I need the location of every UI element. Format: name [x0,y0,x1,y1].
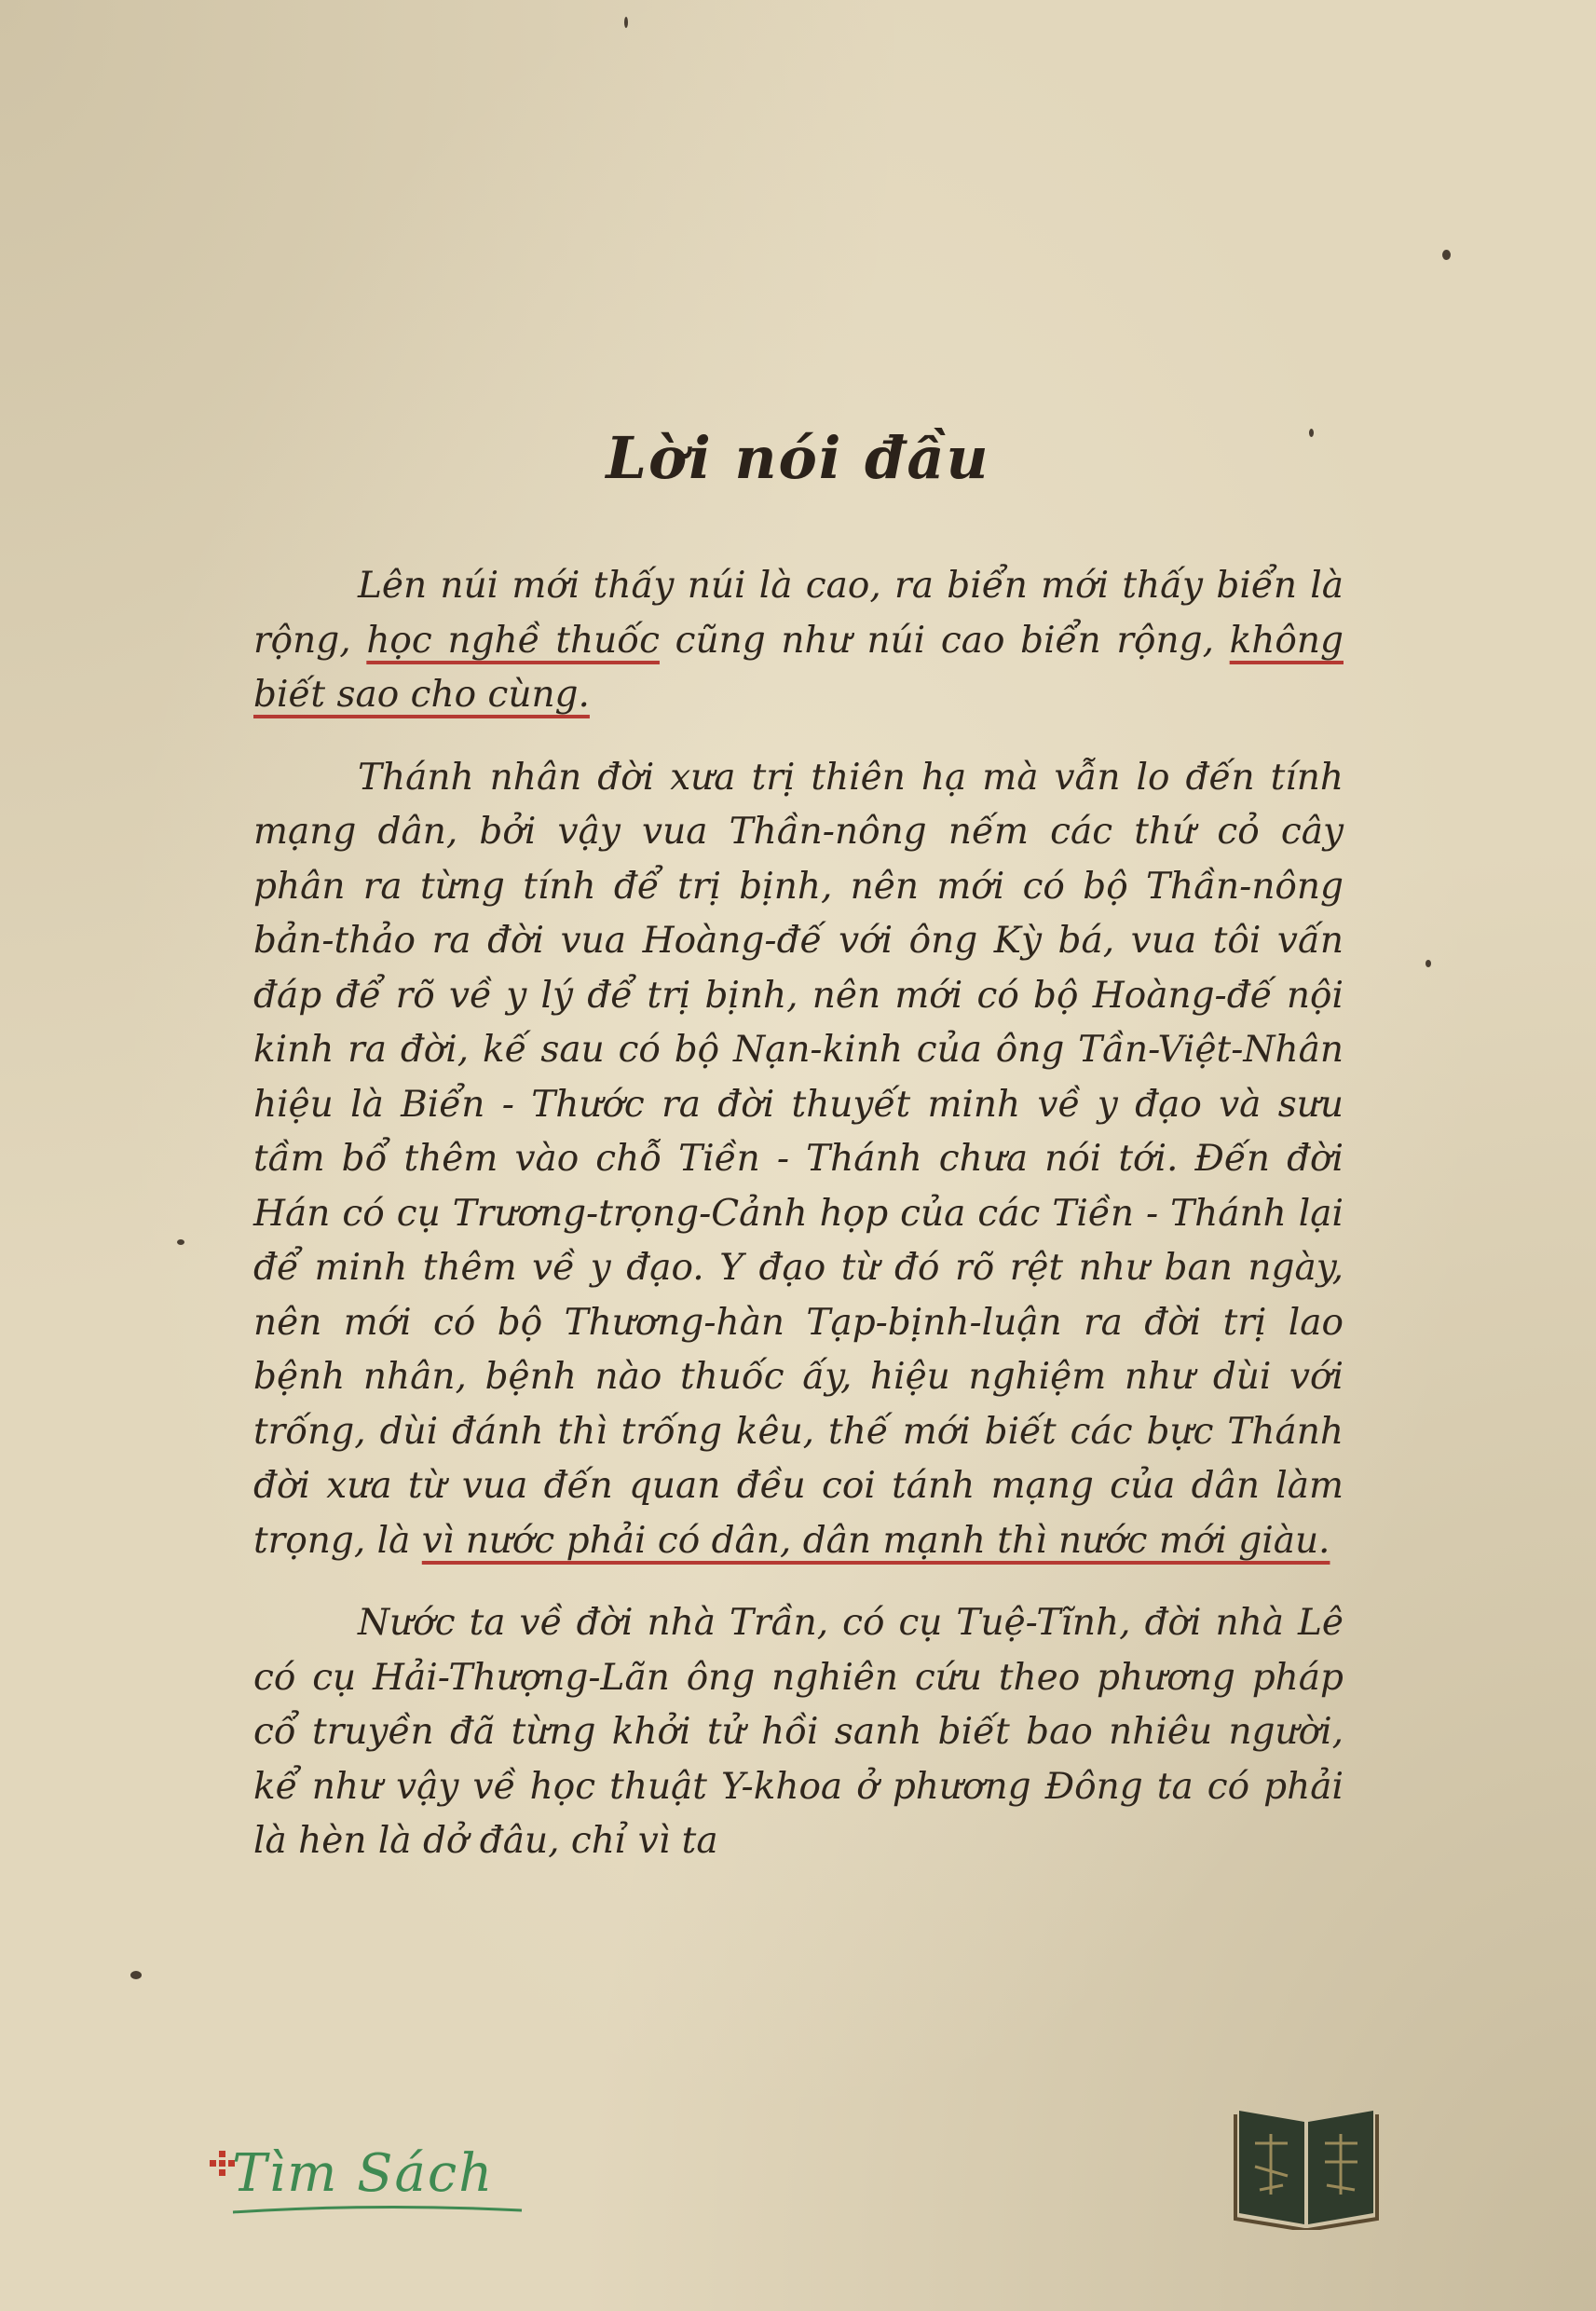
paper-speck [1425,960,1431,967]
body-text [253,559,1344,1897]
text-segment: Lên núi mới thấy núi là cao, ra biển mới thấy biển là rộng, [253,565,1344,662]
page-title: Lời nói đầu [606,424,990,492]
text-segment: cũng như núi cao biển rộng, [659,619,1230,662]
paragraph [253,559,1344,723]
paragraph [253,1596,1344,1869]
text-segment: Thánh nhân đời xưa trị thiên hạ mà vẫn lo đến tính mạng dân, bởi vậy vua Thần-nông nếm các thứ cỏ cây phân ra từng tính để trị bịnh, nên mới có bộ Thần-nông bản-thảo ra đời vua Hoàng-đế với ông Kỳ bá, vua tôi vấn đáp để rõ về y lý để trị bịnh, nên mới có bộ Hoàng-đế nội kinh ra đời, kế sau có bộ Nạn-kinh của ông Tần-Việt-Nhân hiệu là Biển - Thước ra đời thuyết minh về y đạo và sưu tầm bổ thêm vào chỗ Tiền - Thánh chưa nói tới. Đến đời Hán có cụ Trương-trọng-Cảnh họp của các Tiền - Thánh lại để minh thêm về y đạo. Y đạo từ đó rõ rệt như ban ngày, nên mới có bộ Thương-hàn Tạp-bịnh-luận ra đời trị lao bệnh nhân, bệnh nào thuốc ấy, hiệu nghiệm như dùi với trống, dùi đánh thì trống kêu, thế mới biết các bực Thánh đời xưa từ vua đến quan đều coi tánh mạng của dân làm trọng, là [253,756,1344,1562]
text-segment: Nước ta về đời nhà Trần, có cụ Tuệ-Tĩnh, đời nhà Lê có cụ Hải-Thượng-Lãn ông nghiên cứu theo phương pháp cổ truyền đã từng khởi tử hồi sanh biết bao nhiêu người, kể như vậy về học thuật Y-khoa ở phương Đông ta có phải là hèn là dở đâu, chỉ vì ta [253,1602,1344,1862]
underlined-phrase: học nghề thuốc [366,619,660,662]
open-book-icon [1232,2101,1381,2230]
paper-speck [130,1971,142,1979]
paragraph [253,751,1344,1569]
underlined-phrase: không biết sao cho cùng. [253,619,1344,716]
paper-speck [1309,429,1314,437]
logo-swoosh-icon [228,2201,526,2220]
paper-speck [624,17,628,28]
tim-sach-logo [210,2143,517,2227]
logo-text: Tìm Sách [232,2143,495,2204]
paper-speck [1442,250,1451,260]
paper-speck [177,1239,184,1245]
underlined-phrase: vì nước phải có dân, dân mạnh thì nước mới giàu. [421,1519,1330,1562]
